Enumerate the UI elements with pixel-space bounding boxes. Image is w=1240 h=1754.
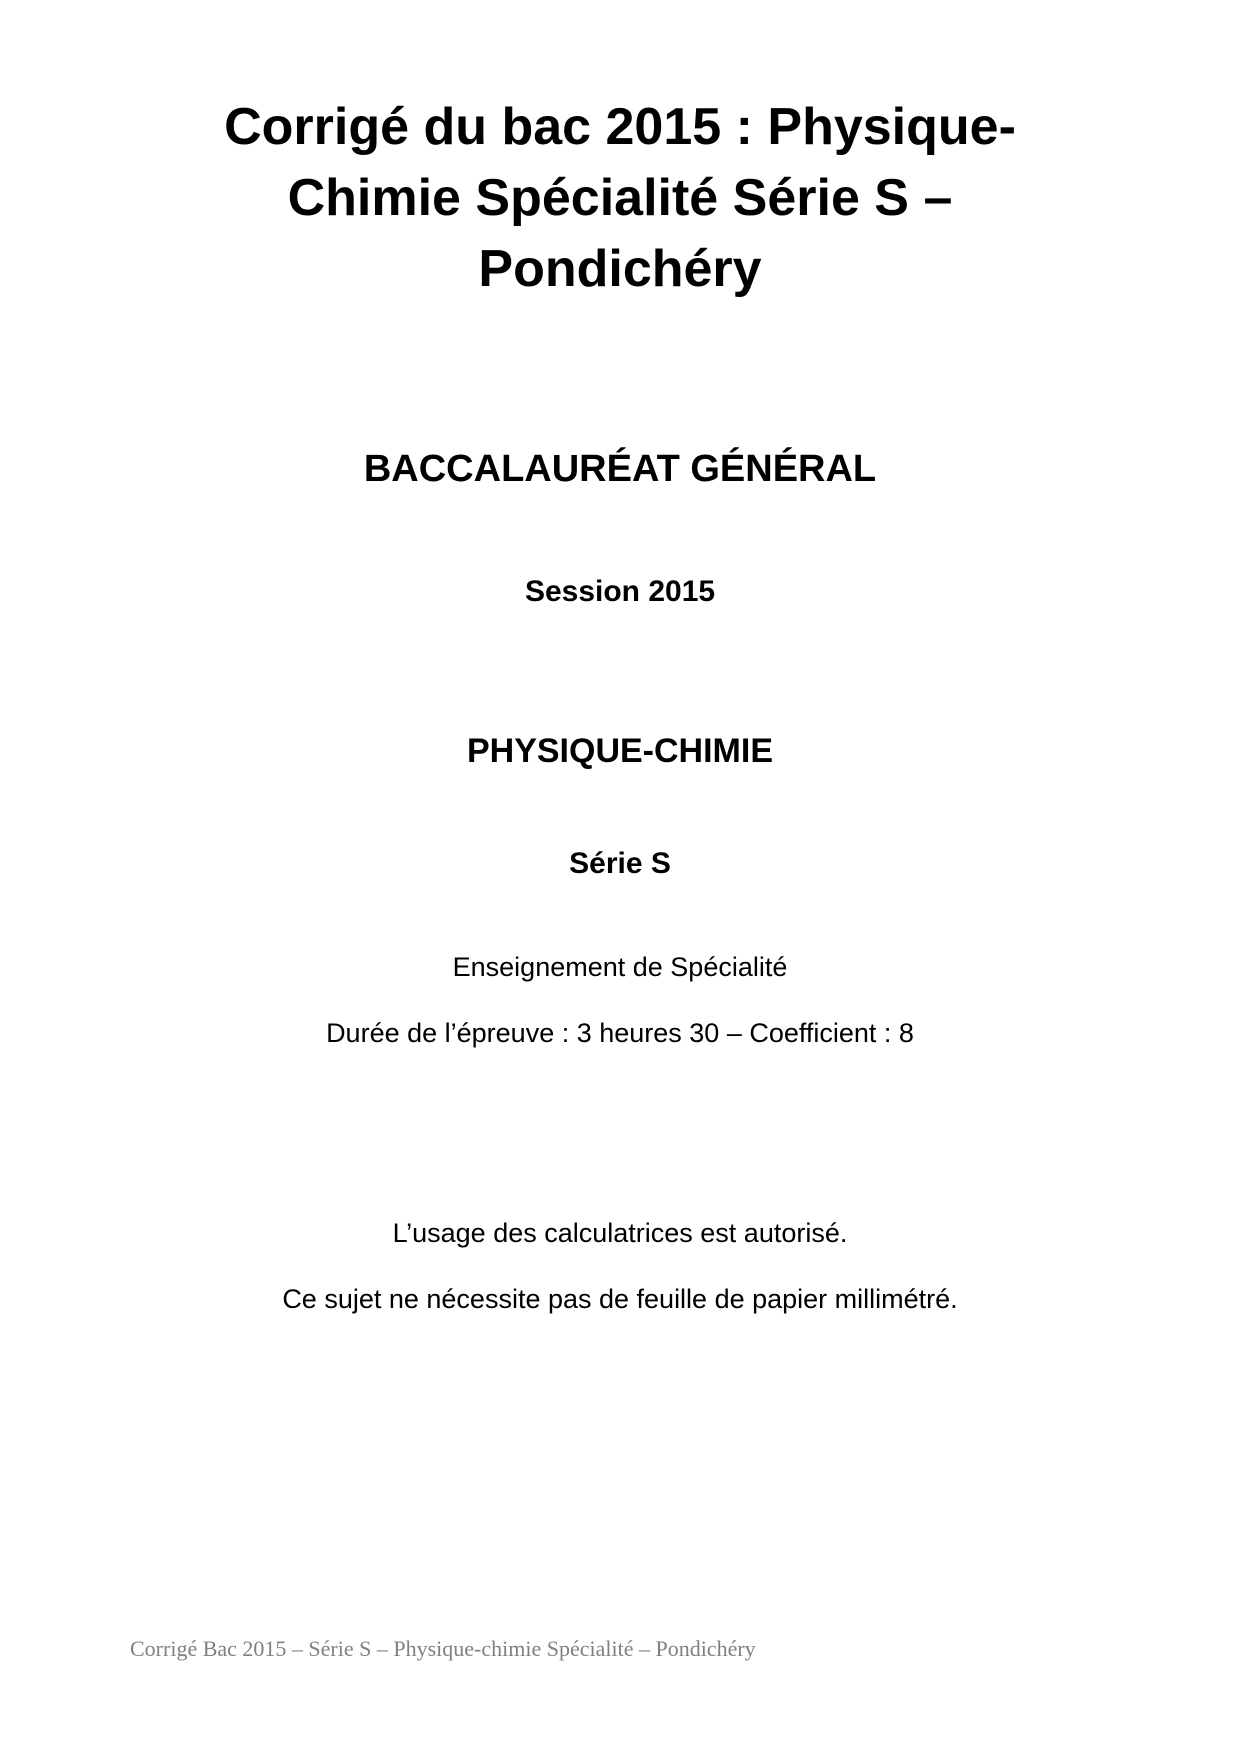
serie-heading: Série S — [569, 847, 671, 880]
page-footer: Corrigé Bac 2015 – Série S – Physique-chimie Spécialité – Pondichéry — [130, 1636, 756, 1661]
title-line-1: Corrigé du bac 2015 : Physique- — [224, 98, 1016, 156]
title-line-2: Chimie Spécialité Série S – — [287, 169, 953, 227]
session-heading: Session 2015 — [524, 575, 716, 608]
paper-note: Ce sujet ne nécessite pas de feuille de papier millimétré. — [282, 1284, 958, 1314]
subject-heading: PHYSIQUE-CHIMIE — [466, 732, 774, 770]
duration-line: Durée de l’épreuve : 3 heures 30 – Coefficient : 8 — [326, 1018, 914, 1048]
exam-name-heading: BACCALAURÉAT GÉNÉRAL — [363, 448, 877, 490]
page-title — [120, 92, 1120, 305]
teaching-line: Enseignement de Spécialité — [452, 952, 788, 982]
title-line-3: Pondichéry — [478, 240, 762, 298]
calculator-note: L’usage des calculatrices est autorisé. — [392, 1218, 848, 1248]
